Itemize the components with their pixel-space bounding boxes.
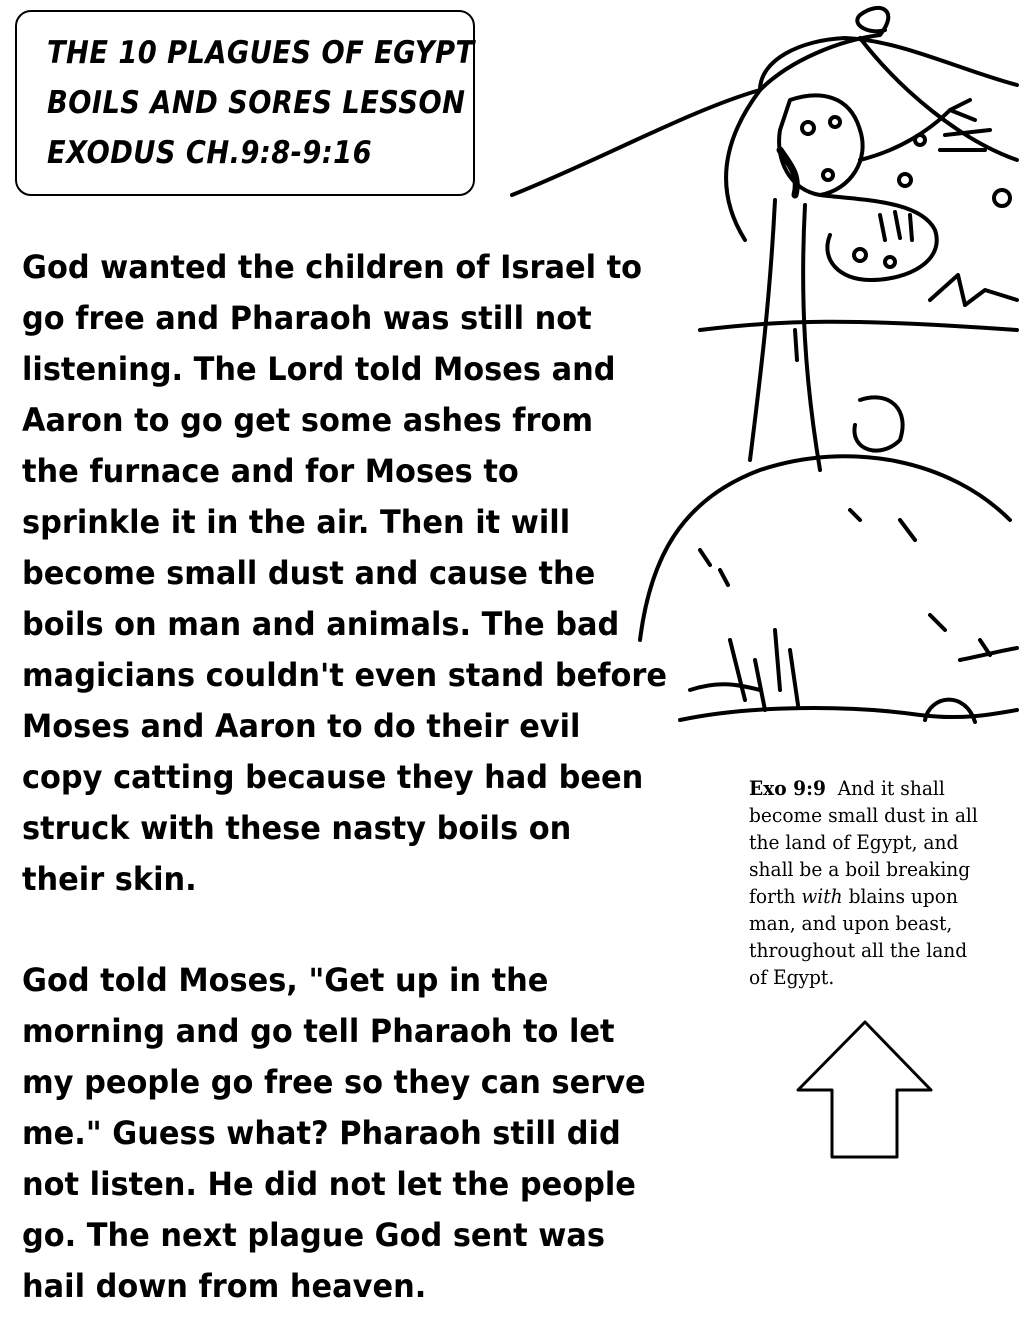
ground-line <box>690 684 760 690</box>
rock-top <box>640 456 1010 640</box>
grass-right <box>930 275 1017 305</box>
hill-line <box>512 90 760 195</box>
paragraph-line: sprinkle it in the air. Then it will <box>22 503 571 541</box>
verse-line: shall be a boil breaking <box>749 857 971 881</box>
paragraph-line: listening. The Lord told Moses and <box>22 350 616 388</box>
verse-line: man, and upon beast, <box>749 911 953 935</box>
boil <box>823 170 833 180</box>
boil <box>994 190 1010 206</box>
verse-line: of Egypt. <box>749 965 835 989</box>
paragraph-line: become small dust and cause the <box>22 554 596 592</box>
paragraph-line: go. The next plague God sent was <box>22 1216 605 1254</box>
rock-marks <box>700 510 990 655</box>
boil <box>899 174 911 186</box>
verse-text: blains upon <box>842 884 958 908</box>
paragraph-line: the furnace and for Moses to <box>22 452 519 490</box>
boil <box>802 122 814 134</box>
face-outline <box>779 95 863 195</box>
verse-line: become small dust in all <box>749 803 978 827</box>
title-line-3: EXODUS CH.9:8-9:16 <box>47 135 373 171</box>
grass-tuft <box>730 630 798 710</box>
verse-text: And it shall <box>837 776 945 800</box>
verse-reference: Exo 9:9 <box>749 776 826 800</box>
boil <box>830 117 840 127</box>
paragraph-line: God told Moses, "Get up in the <box>22 961 549 999</box>
horizon-line <box>700 322 1017 330</box>
hat-left-drape <box>726 90 760 240</box>
paragraph-line: magicians couldn't even stand before <box>22 656 667 694</box>
raised-hand <box>860 100 990 160</box>
title-line-2: BOILS AND SORES LESSON <box>47 85 466 121</box>
paragraph-line: go free and Pharaoh was still not <box>22 299 592 337</box>
verse-line: throughout all the land <box>749 938 968 962</box>
paragraph-line: their skin. <box>22 860 197 898</box>
paragraph-line: me." Guess what? Pharaoh still did <box>22 1114 621 1152</box>
paragraph-line: my people go free so they can serve <box>22 1063 646 1101</box>
hat-cloth <box>860 38 1017 160</box>
paragraph-line: morning and go tell Pharaoh to let <box>22 1012 615 1050</box>
paragraph-line: Moses and Aaron to do their evil <box>22 707 581 745</box>
boil <box>885 257 895 267</box>
sleeve <box>820 195 937 280</box>
paragraph-line: not listen. He did not let the people <box>22 1165 636 1203</box>
knee <box>854 397 902 450</box>
verse-line: the land of Egypt, and <box>749 830 959 854</box>
up-arrow-icon <box>798 1022 931 1157</box>
verse-italic-word: with <box>801 884 843 908</box>
paragraph-line: copy catting because they had been <box>22 758 644 796</box>
title-line-1: THE 10 PLAGUES OF EGYPT <box>47 35 475 71</box>
paragraph-line: Aaron to go get some ashes from <box>22 401 594 439</box>
torso-mark <box>795 330 797 360</box>
boil <box>854 249 866 261</box>
torso-left <box>750 200 775 460</box>
sleeve-folds <box>880 212 912 240</box>
boil <box>915 135 925 145</box>
verse-text: forth <box>749 884 802 908</box>
torso-right <box>803 205 820 470</box>
paragraph-line: struck with these nasty boils on <box>22 809 572 847</box>
paragraph-line: God wanted the children of Israel to <box>22 248 643 286</box>
paragraph-line: boils on man and animals. The bad <box>22 605 620 643</box>
paragraph-line: hail down from heaven. <box>22 1267 427 1305</box>
